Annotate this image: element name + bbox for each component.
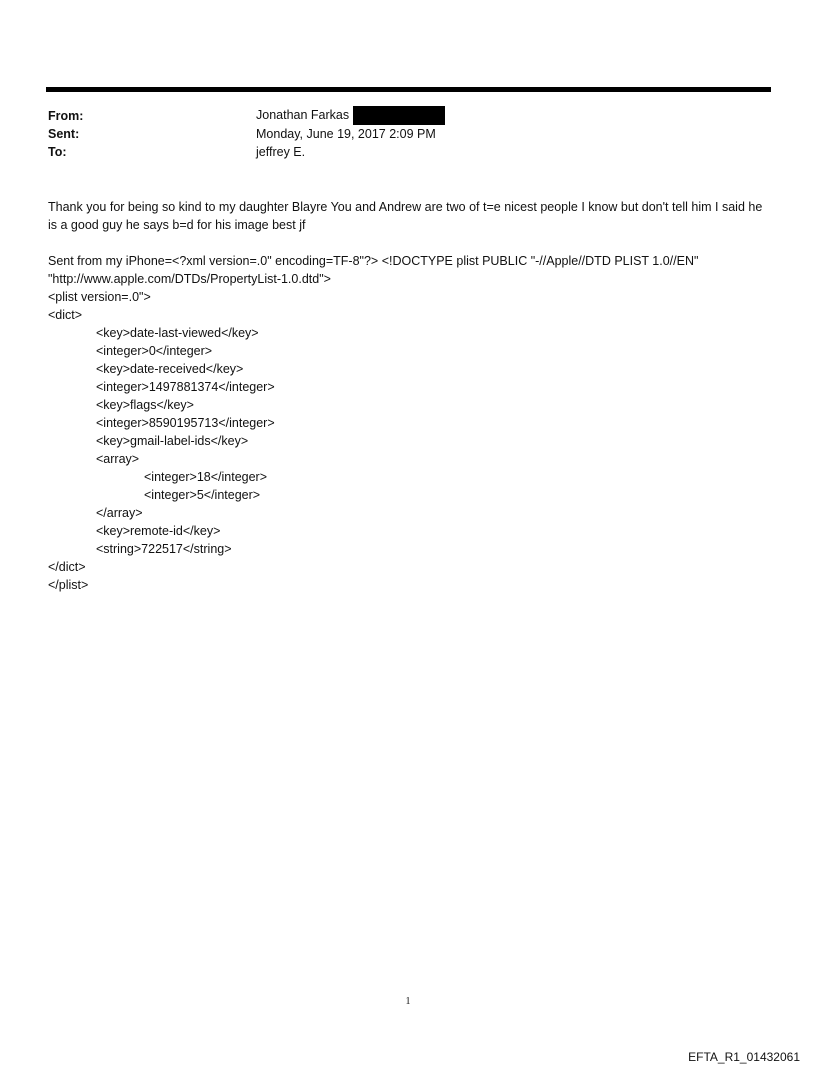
- dtd-line: "http://www.apple.com/DTDs/PropertyList-1.0.dtd">: [48, 272, 331, 286]
- sent-value: Monday, June 19, 2017 2:09 PM: [256, 127, 436, 141]
- plist-close-line: </plist>: [48, 578, 89, 592]
- to-label: To:: [48, 145, 67, 159]
- email-header: [48, 107, 768, 161]
- plist-open-line: <plist version=.0">: [48, 290, 151, 304]
- plist-value-line: <integer>1497881374</integer>: [96, 380, 275, 394]
- dict-open-line: <dict>: [48, 308, 83, 322]
- plist-key-line: <key>flags</key>: [96, 398, 194, 412]
- array-open-line: <array>: [96, 452, 140, 466]
- dict-close-line: </dict>: [48, 560, 86, 574]
- from-label: From:: [48, 109, 84, 123]
- message-body: [48, 198, 768, 594]
- page-number: 1: [405, 996, 411, 1007]
- header-rule: [46, 87, 771, 92]
- sent-from-line: Sent from my iPhone=<?xml version=.0" encoding=TF-8"?> <!DOCTYPE plist PUBLIC "-//Apple//DTD PLIST 1.0//EN": [48, 254, 699, 268]
- array-item-line: <integer>5</integer>: [144, 488, 261, 502]
- paragraph-spacer: [48, 234, 768, 252]
- array-item-line: <integer>18</integer>: [144, 470, 268, 484]
- bates-number: EFTA_R1_01432061: [688, 1050, 800, 1064]
- to-value: jeffrey E.: [256, 145, 306, 159]
- array-close-line: </array>: [96, 506, 143, 520]
- plist-value-line: <integer>0</integer>: [96, 344, 213, 358]
- sender-name: Jonathan Farkas: [256, 108, 350, 123]
- plist-key-line: <key>remote-id</key>: [96, 524, 221, 538]
- sent-label: Sent:: [48, 127, 80, 141]
- from-row: [48, 107, 768, 125]
- plist-key-line: <key>date-received</key>: [96, 362, 244, 376]
- plist-value-line: <string>722517</string>: [96, 542, 232, 556]
- message-paragraph: Thank you for being so kind to my daughter Blayre You and Andrew are two of t=e nicest people I know but don't tell him I said he is a good guy he says b=d for his image best jf: [48, 200, 763, 232]
- sent-row: [48, 125, 768, 143]
- to-row: [48, 143, 768, 161]
- plist-key-line: <key>date-last-viewed</key>: [96, 326, 259, 340]
- from-value: [256, 106, 445, 125]
- redaction-box: [353, 106, 445, 125]
- plist-key-line: <key>gmail-label-ids</key>: [96, 434, 249, 448]
- plist-value-line: <integer>8590195713</integer>: [96, 416, 275, 430]
